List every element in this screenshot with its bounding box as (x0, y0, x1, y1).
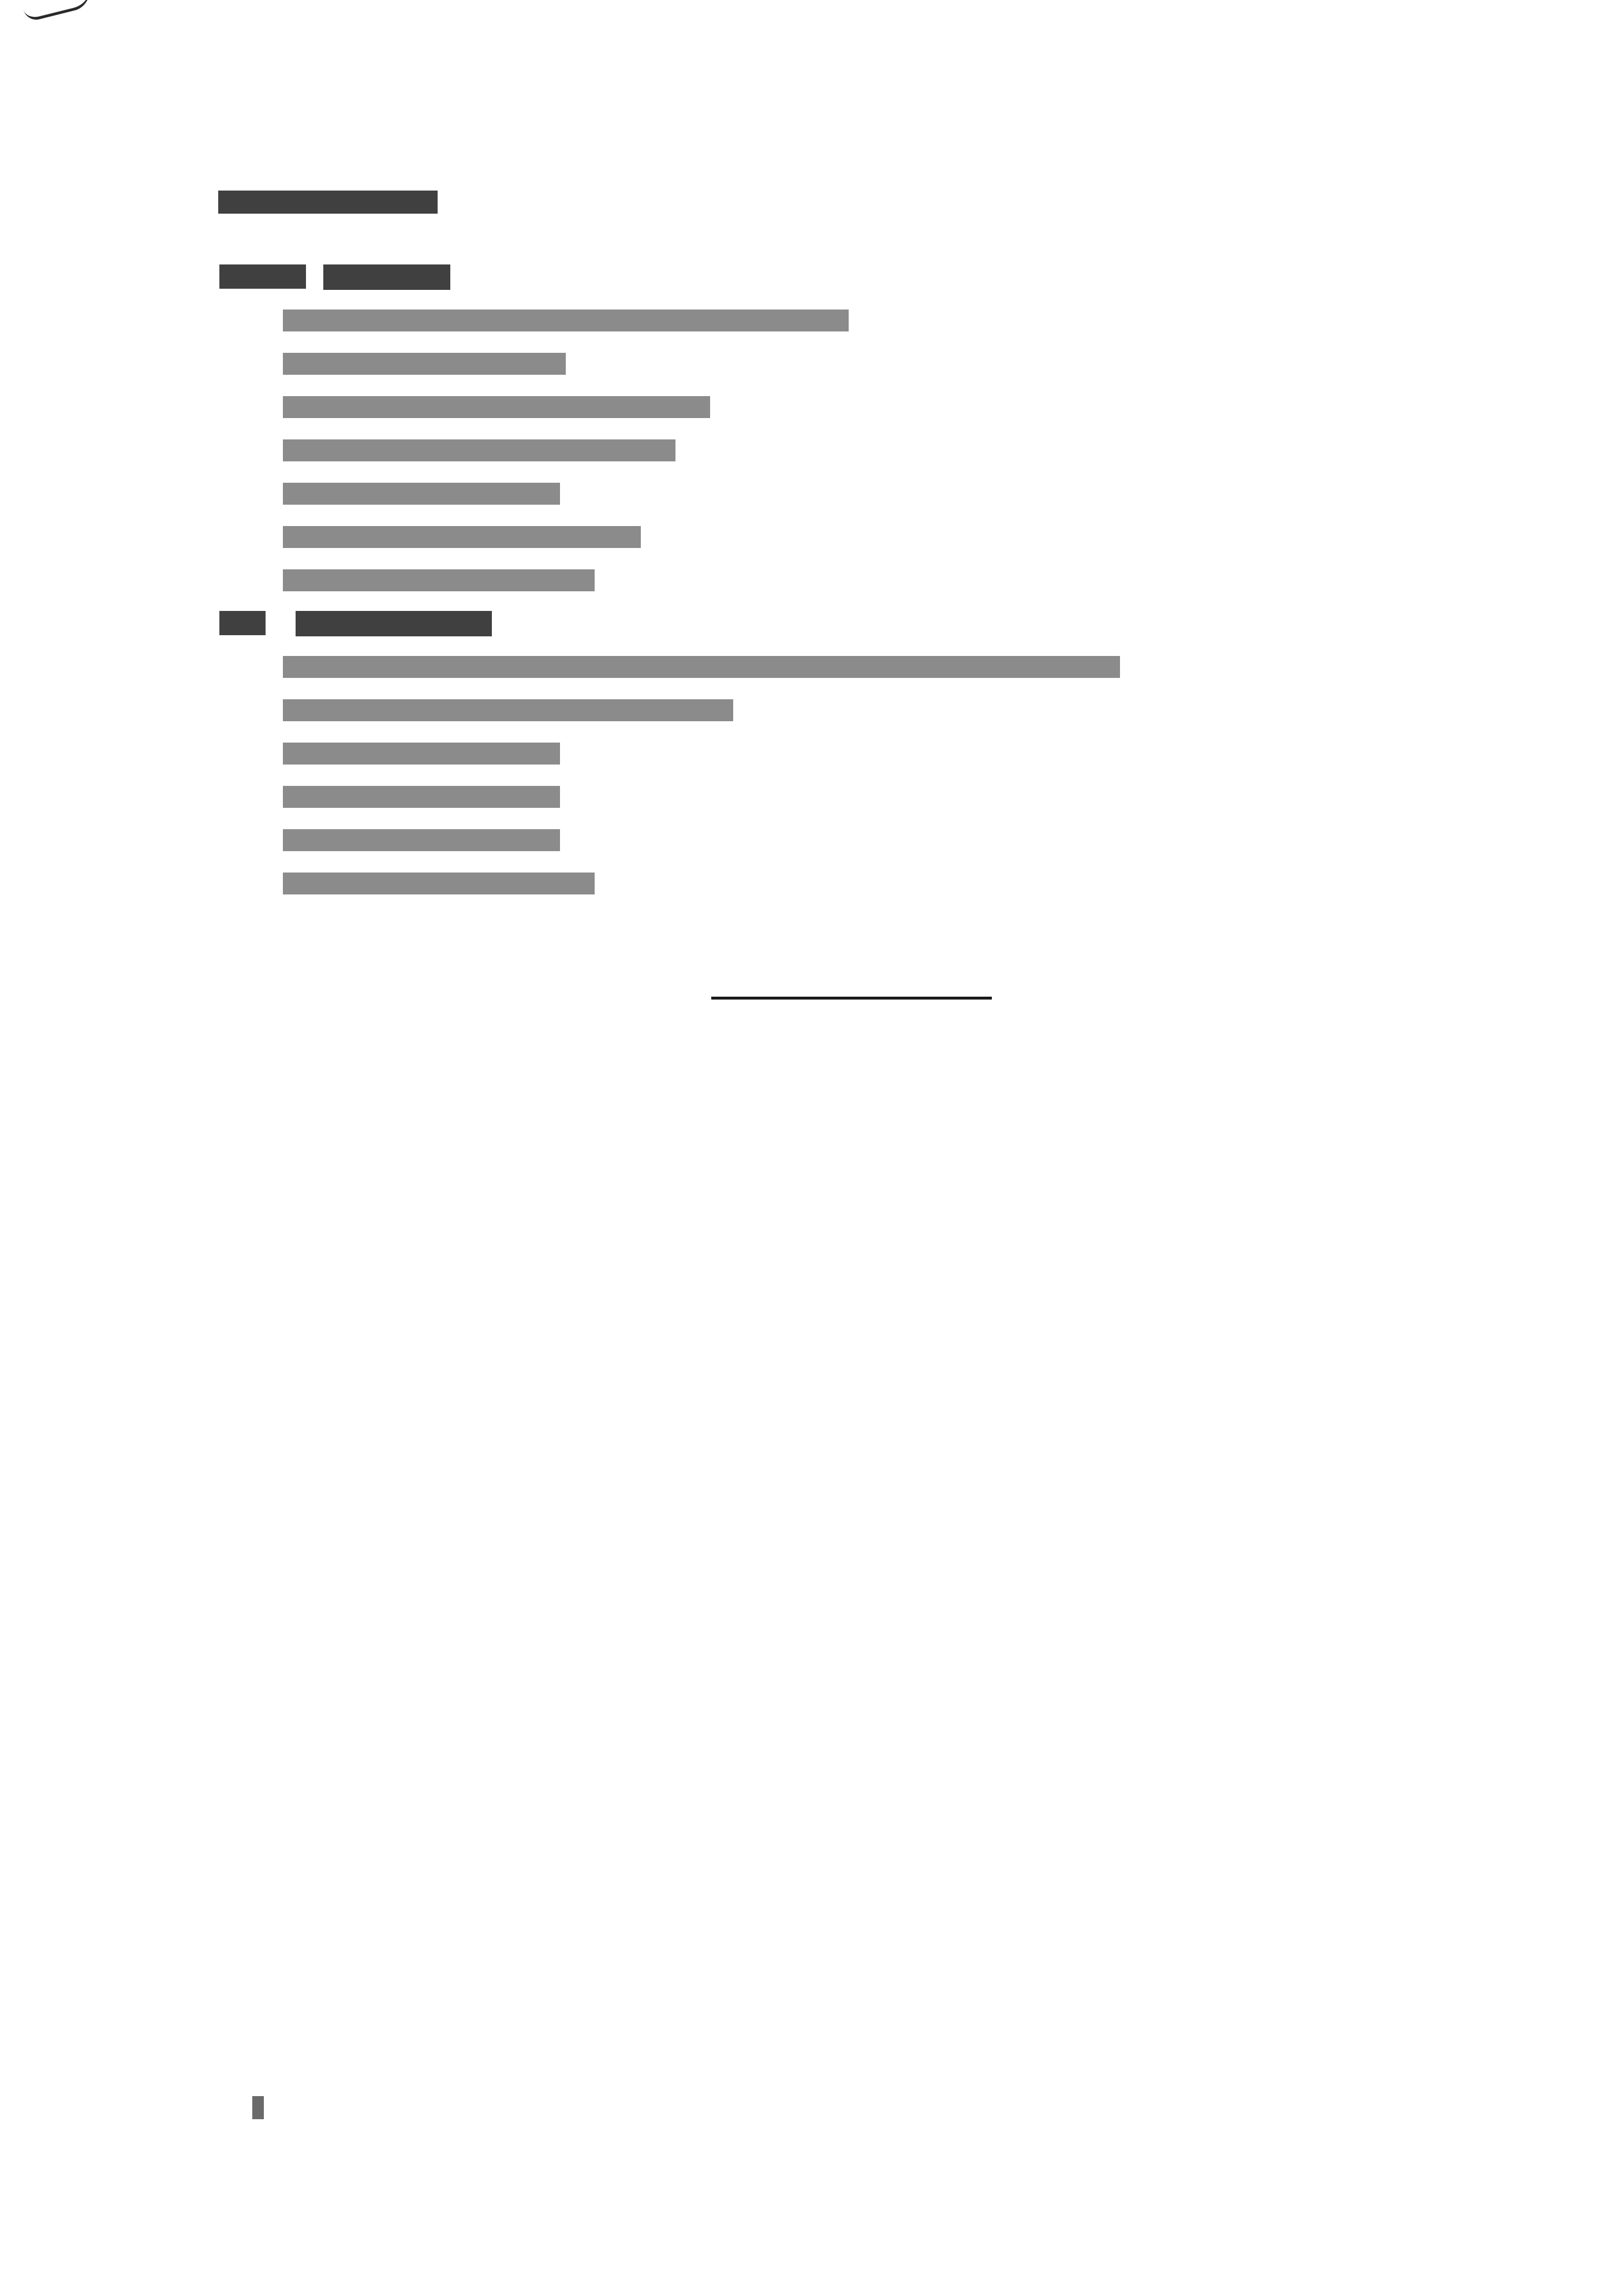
review-item-a (283, 699, 733, 721)
list-item-f (283, 569, 595, 591)
review-item-e (283, 873, 595, 894)
scan-mark (22, 0, 94, 23)
list-item-b (283, 396, 710, 418)
list-item-a (283, 353, 566, 375)
section-7-1-2-title (323, 264, 450, 290)
list-item-d (283, 483, 560, 505)
review-item-b (283, 743, 560, 765)
section-7-2-title (296, 611, 492, 636)
review-item-d (283, 829, 560, 851)
section-7-2-number (219, 611, 266, 635)
end-rule (711, 997, 992, 1000)
section-7-2-intro (283, 656, 1120, 678)
review-item-c (283, 786, 560, 808)
section-7-1-2-number (219, 264, 306, 289)
page-number (252, 2096, 264, 2119)
section-7-1-2-intro (283, 310, 849, 331)
list-item-c (283, 439, 675, 461)
standard-number (218, 191, 438, 214)
list-item-e (283, 526, 641, 548)
